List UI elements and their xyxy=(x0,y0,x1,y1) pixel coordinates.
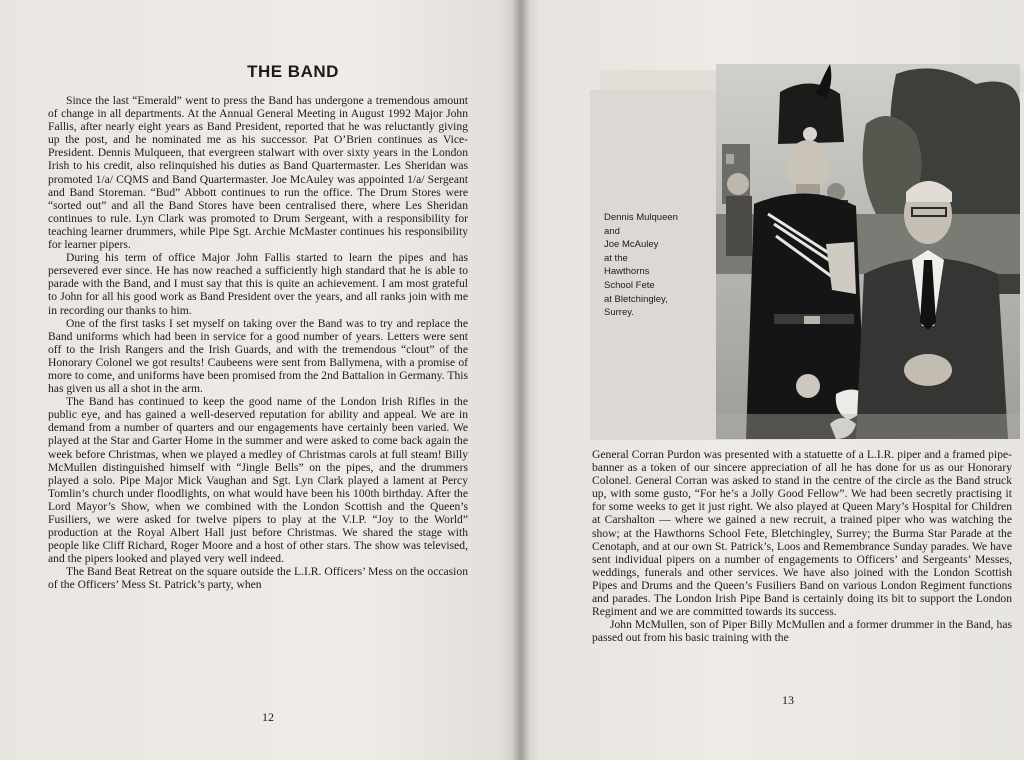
page-number: 13 xyxy=(782,693,794,707)
paragraph: During his term of office Major John Fallis started to learn the pipes and has persevered ever since. He has now reached a sufficiently high standard that he is able to parade with the Band, and I must say that this is quite an achievement. I am most grateful to John for all his good work as Band President over the years, and all ranks join with me in recording our thanks to him. xyxy=(48,251,468,317)
book-gutter xyxy=(512,0,530,760)
photograph xyxy=(716,64,1020,439)
caption-line: School Fete xyxy=(604,279,655,291)
photo-illustration xyxy=(716,64,1020,439)
paragraph: One of the first tasks I set myself on taking over the Band was to try and replace the Band uniforms which had been in service for a good number of years. Letters were sent off to the Irish Rangers and the Irish Guards, and with the tremendous “clout” of the Honorary Colonel we got results! Caubeens were sent from Ballymena, with a promise of more to come, and uniforms have been promised from the 2nd Battalion in Germany. This has given us all a shot in the arm. xyxy=(48,316,468,396)
caption-line: Joe McAuley xyxy=(604,239,659,251)
caption-line: and xyxy=(604,225,620,237)
right-page xyxy=(520,0,1024,760)
caption-line: at the xyxy=(604,252,628,264)
paragraph: The Band has continued to keep the good name of the London Irish Rifles in the public eye, and has gained a well-deserved reputation for ability and appeal. We are in demand from a number of quarters and our engagements have certainly been varied. We played at the Star and Garter Home in the summer and were asked to come back again the week before Christmas, when we played a medley of Christmas carols at full steam! Billy McMullen distinguished himself with “Jingle Bells” on the pipes, and the drummers played a solo. Pipe Major Mick Vaughan and Sgt. Lyn Clark played a lament at Percy Tomlin’s church under floodlights, on what would have been his 100th birthday. After the Lord Mayor’s Show, when we combined with the London Scottish and the Queen’s Fusiliers, we were asked for twelve pipers to play at the V.I.P. “Joy to the World” production at the Royal Albert Hall just before Christmas. We shared the stage with people like Cliff Richard, Roger Moore and a host of other stars. The show was televised, and the pipers looked and played very well indeed. xyxy=(48,395,468,566)
left-body-text xyxy=(48,94,468,592)
paragraph: The Band Beat Retreat on the square outside the L.I.R. Officers’ Mess on the occasion of the Officers’ Mess St. Patrick’s party, when xyxy=(48,565,468,592)
paragraph: General Corran Purdon was presented with a statuette of a L.I.R. piper and a framed pipe-banner as a token of our sincere appreciation of all he has done for us as our Honorary Colonel. General Corran was asked to stand in the centre of the circle as the Band struck up, with some gusto, “For he’s a Jolly Good Fellow”. We had been secretly practising it for some weeks to get it just right. We also played at Queen Mary’s Hospital for Children at Carshalton — where we gained a new recruit, a trained piper who was watching the show; at the Hawthorns School Fete, Bletchingley, Surrey; the Burma Star Parade at the Cenotaph, and at our own St. Patrick’s, Loos and Remembrance Sunday parades. We have sent individual pipers on a number of engagements to Officers’ and Sergeants’ Messes, weddings, funerals and other services. We have also joined with the London Scottish Pipes and Drums and the Queen’s Fusiliers Band on various London Regiment functions and parades. The London Irish Pipe Band is certainly doing its bit to support the London Regiment and we are committed towards its success. xyxy=(592,448,1012,619)
page-number: 12 xyxy=(262,710,274,724)
photo-caption xyxy=(604,211,714,320)
article-heading: THE BAND xyxy=(247,62,339,81)
caption-line: at Bletchingley, xyxy=(604,293,668,305)
paragraph: John McMullen, son of Piper Billy McMullen and a former drummer in the Band, has passed out from his basic training with the xyxy=(592,618,1012,645)
caption-line: Surrey. xyxy=(604,307,634,319)
right-body-text xyxy=(592,448,1012,644)
caption-line: Dennis Mulqueen xyxy=(604,212,678,223)
caption-line: Hawthorns xyxy=(604,266,650,278)
paragraph: Since the last “Emerald” went to press the Band has undergone a tremendous amount of change in all departments. At the Annual General Meeting in August 1992 Major John Fallis, after nearly eight years as Band President, reported that he was reluctantly giving up the post, and he nominated me as his successor. Pat O’Brien continues as Vice-President. Dennis Mulqueen, that evergreen stalwart with over sixty years in the London Irish to his credit, also relinquished his duties as Band Quartermaster. Les Sheridan was promoted 1/a/ CQMS and Band Quartermaster. Joe McAuley was appointed 1/a/ Sergeant and Band Storeman. “Bud” Abbott continues to run the office. The Drum Stores were “sorted out” and all the Band Stores have been centralised there, where Les Sheridan continues to rule. Lyn Clark was promoted to Drum Sergeant, with a responsibility for teaching learner drummers, while Pipe Sgt. Archie McMaster continues his responsibility for learner pipers. xyxy=(48,94,468,252)
